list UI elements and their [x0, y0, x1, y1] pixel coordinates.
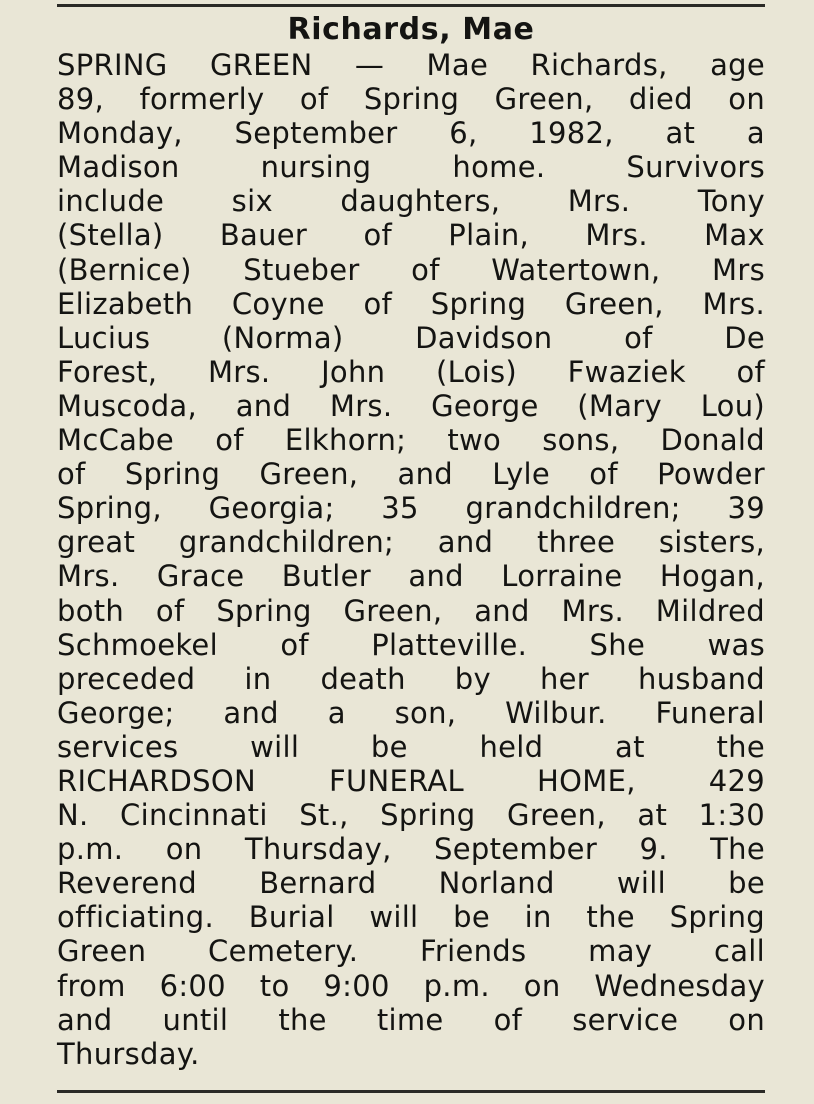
body-line: preceded in death by her husband — [57, 661, 765, 696]
obituary-headline: Richards, Mae — [287, 12, 535, 47]
body-line: Forest, Mrs. John (Lois) Fwaziek of — [57, 354, 765, 389]
body-line: George; and a son, Wilbur. Funeral — [57, 695, 765, 730]
body-line: (Stella) Bauer of Plain, Mrs. Max — [57, 218, 765, 253]
body-line: both of Spring Green, and Mrs. Mildred — [57, 593, 765, 628]
body-line: officiating. Burial will be in the Spring — [57, 900, 765, 935]
body-line: Green Cemetery. Friends may call — [57, 934, 765, 969]
body-line: Elizabeth Coyne of Spring Green, Mrs. — [57, 286, 765, 321]
body-line: 89, formerly of Spring Green, died on — [57, 82, 765, 117]
obituary-article — [57, 12, 765, 1071]
obituary-body — [57, 48, 765, 1071]
body-line: McCabe of Elkhorn; two sons, Donald — [57, 423, 765, 458]
body-line: (Bernice) Stueber of Watertown, Mrs — [57, 252, 765, 287]
body-line: great grandchildren; and three sisters, — [57, 525, 765, 560]
body-line: Thursday. — [57, 1036, 200, 1071]
body-line: Reverend Bernard Norland will be — [57, 866, 765, 901]
body-line: services will be held at the — [57, 729, 765, 764]
body-line: p.m. on Thursday, September 9. The — [57, 832, 765, 867]
body-line: Muscoda, and Mrs. George (Mary Lou) — [57, 388, 765, 423]
body-line: Mrs. Grace Butler and Lorraine Hogan, — [57, 559, 765, 594]
body-line: Lucius (Norma) Davidson of De — [57, 320, 765, 355]
body-line: Spring, Georgia; 35 grandchildren; 39 — [57, 491, 765, 526]
top-rule — [57, 4, 765, 7]
body-line: Madison nursing home. Survivors — [57, 150, 765, 185]
body-line: Monday, September 6, 1982, at a — [57, 116, 765, 151]
body-line: and until the time of service on — [57, 1002, 765, 1037]
body-line: SPRING GREEN — Mae Richards, age — [57, 48, 765, 82]
body-line: of Spring Green, and Lyle of Powder — [57, 457, 765, 492]
body-line: Schmoekel of Platteville. She was — [57, 627, 765, 662]
bottom-rule — [57, 1090, 765, 1093]
body-line: include six daughters, Mrs. Tony — [57, 184, 765, 219]
body-line: N. Cincinnati St., Spring Green, at 1:30 — [57, 798, 765, 833]
body-line: RICHARDSON FUNERAL HOME, 429 — [57, 763, 765, 798]
body-line: from 6:00 to 9:00 p.m. on Wednesday — [57, 968, 765, 1003]
